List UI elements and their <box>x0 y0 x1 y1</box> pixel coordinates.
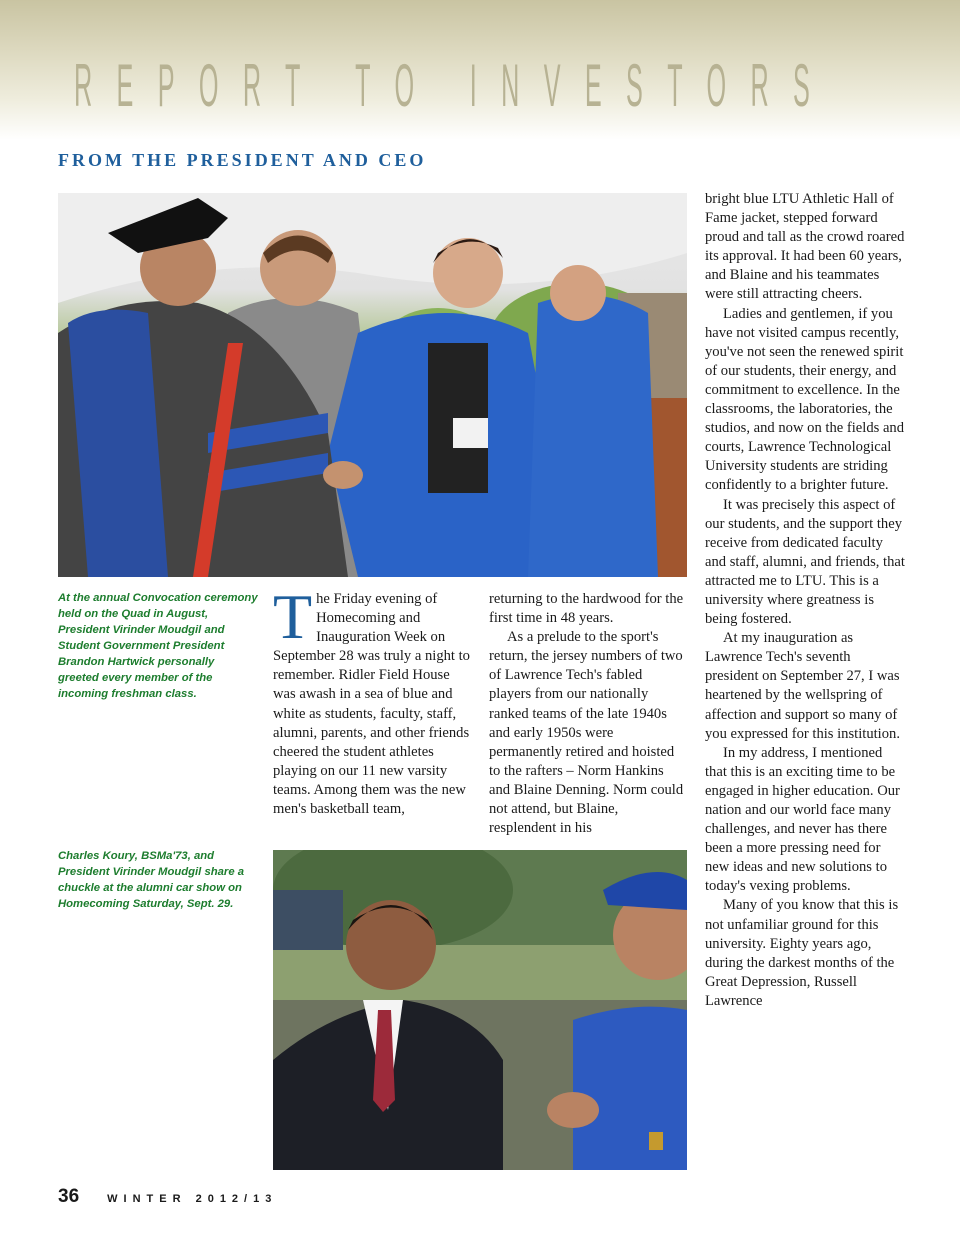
convocation-photo <box>58 193 687 577</box>
carshow-photo <box>273 850 687 1170</box>
masthead-title: REPORT TO INVESTORS <box>74 51 835 119</box>
drop-cap: T <box>273 581 313 652</box>
article-paragraph: he Friday evening of Homecoming and Inauguration Week on September 28 was truly a night to remember. Ridler Field House was awash in a sea of blue and white as students, faculty, staff, alumni, parents, and other friends cheered the student athletes playing on our 11 new varsity teams. Among them was the new men's basketball team, <box>273 591 470 818</box>
article-paragraph: It was precisely this aspect of our students, and the support they receive from dedicated faculty and staff, alumni, and friends, that attracted me to LTU. This is a university where greatness is being fostered. <box>705 496 905 628</box>
section-heading: FROM THE PRESIDENT AND CEO <box>58 150 427 170</box>
carshow-photo-art <box>273 850 687 1170</box>
article-column-1 <box>273 581 473 819</box>
article-paragraph: As a prelude to the sport's return, the jersey numbers of two of Lawrence Tech's fabled players from our nationally ranked teams of the late 1940s and early 1950s were permanently retired and hoisted to the rafters – Norm Hankins and Blaine Denning. Norm could not attend, but Blaine, resplendent in his <box>489 629 684 837</box>
article-paragraph: Many of you know that this is not unfamiliar ground for this university. Eighty years ago, during the darkest months of the Great Depression, Russell Lawrence <box>705 897 899 1009</box>
convocation-photo-art <box>58 193 687 577</box>
page-footer <box>58 1186 277 1208</box>
article-column-3 <box>705 190 905 1011</box>
article-paragraph: bright blue LTU Athletic Hall of Fame jacket, stepped forward proud and tall as the crowd roared its approval. It had been 60 years, and Blaine and his teammates were still attracting cheers. <box>705 191 905 303</box>
article-paragraph: At my inauguration as Lawrence Tech's seventh president on September 27, I was heartened by the wellspring of affection and support so many of you expressed for this institution. <box>705 630 900 742</box>
article-paragraph: Ladies and gentlemen, if you have not visited campus recently, you've not seen the renewed spirit of our students, their energy, and commitment to excellence. In the classrooms, the laboratories, the studios, and now on the fields and courts, Lawrence Technological University students are striding confidently to a brighter future. <box>705 305 905 494</box>
page-number: 36 <box>58 1186 80 1207</box>
article-column-2 <box>489 590 687 838</box>
article-paragraph: returning to the hardwood for the first time in 48 years. <box>489 591 684 627</box>
issue-label: WINTER 2012/13 <box>107 1193 278 1205</box>
convocation-caption: At the annual Convocation ceremony held on the Quad in August, President Virinder Moudgil and Student Government President Brandon Hartwick personally greeted every member of the incoming freshman class. <box>58 592 258 700</box>
carshow-caption: Charles Koury, BSMa'73, and President Virinder Moudgil share a chuckle at the alumni car show on Homecoming Saturday, Sept. 29. <box>58 850 245 910</box>
article-paragraph: In my address, I mentioned that this is an exciting time to be engaged in higher education. Our nation and our world face many challenges, and never has there been a more pressing need for new ideas and new solutions to today's vexing problems. <box>705 744 900 895</box>
